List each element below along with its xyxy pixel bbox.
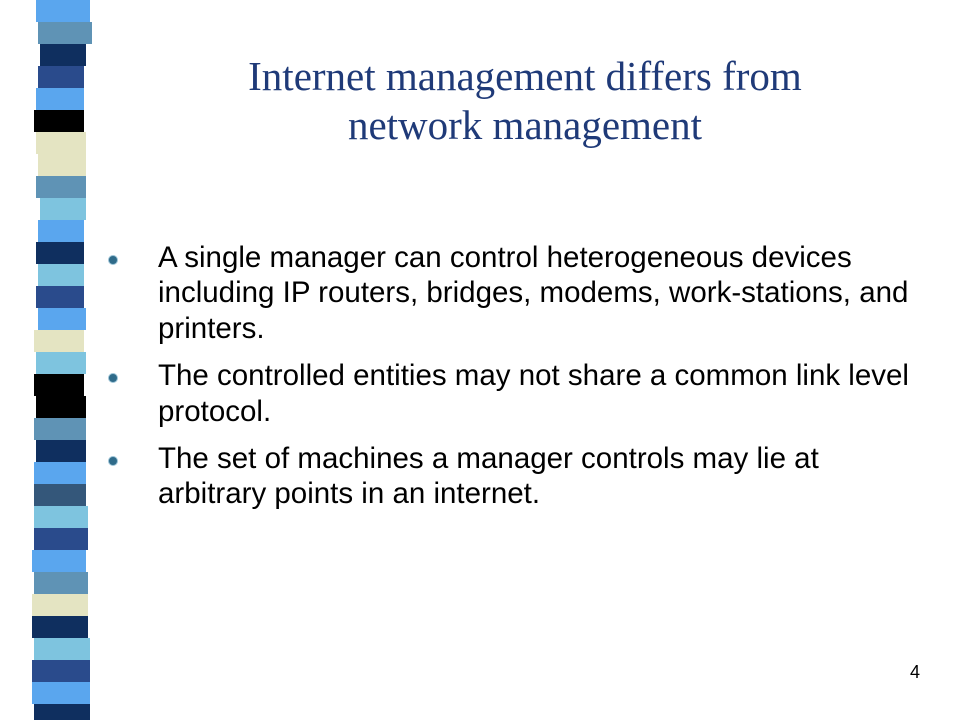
strip-block xyxy=(36,88,84,110)
bullet-icon xyxy=(108,456,118,466)
strip-block xyxy=(32,660,90,682)
bullet-text: The set of machines a manager controls may lie at arbitrary points in an internet. xyxy=(158,441,819,511)
bullet-list xyxy=(105,240,925,524)
strip-block xyxy=(36,440,86,462)
bullet-icon xyxy=(108,255,118,265)
strip-block xyxy=(36,242,84,264)
strip-block xyxy=(34,572,88,594)
strip-block xyxy=(34,110,84,132)
strip-block xyxy=(36,176,86,198)
page-number: 4 xyxy=(910,662,921,682)
slide-title-line1: Internet management differs from xyxy=(248,53,802,99)
strip-block xyxy=(38,154,86,176)
strip-block xyxy=(32,594,88,616)
slide-title-line2: network management xyxy=(347,102,703,149)
strip-block xyxy=(40,198,86,220)
strip-block xyxy=(38,220,84,242)
bullet-item xyxy=(105,358,925,429)
bullet-item xyxy=(105,240,925,346)
bullet-icon xyxy=(108,373,118,383)
strip-block xyxy=(34,506,88,528)
strip-block xyxy=(38,22,92,44)
strip-block xyxy=(34,638,90,660)
bullet-text: A single manager can control heterogeneous devices including IP routers, bridges, modems, work-stations, and printers. xyxy=(158,241,909,345)
strip-block xyxy=(38,308,86,330)
bullet-item xyxy=(105,441,925,512)
strip-block xyxy=(32,616,88,638)
strip-block xyxy=(34,462,86,484)
strip-block xyxy=(34,528,88,550)
strip-block xyxy=(34,418,86,440)
strip-block xyxy=(32,550,86,572)
strip-block xyxy=(36,0,90,22)
bullet-text: The controlled entities may not share a common link level protocol. xyxy=(158,359,909,428)
strip-block xyxy=(36,396,86,418)
decorative-block-strip xyxy=(0,0,110,720)
strip-block xyxy=(34,374,84,396)
strip-block xyxy=(36,286,84,308)
strip-block xyxy=(40,44,86,66)
strip-block xyxy=(38,66,84,88)
strip-block xyxy=(36,132,86,154)
slide-title xyxy=(130,52,920,150)
strip-block xyxy=(34,484,86,506)
strip-block xyxy=(38,264,84,286)
strip-block xyxy=(34,704,90,720)
strip-block xyxy=(32,682,90,704)
strip-block xyxy=(36,352,86,374)
strip-block xyxy=(34,330,84,352)
